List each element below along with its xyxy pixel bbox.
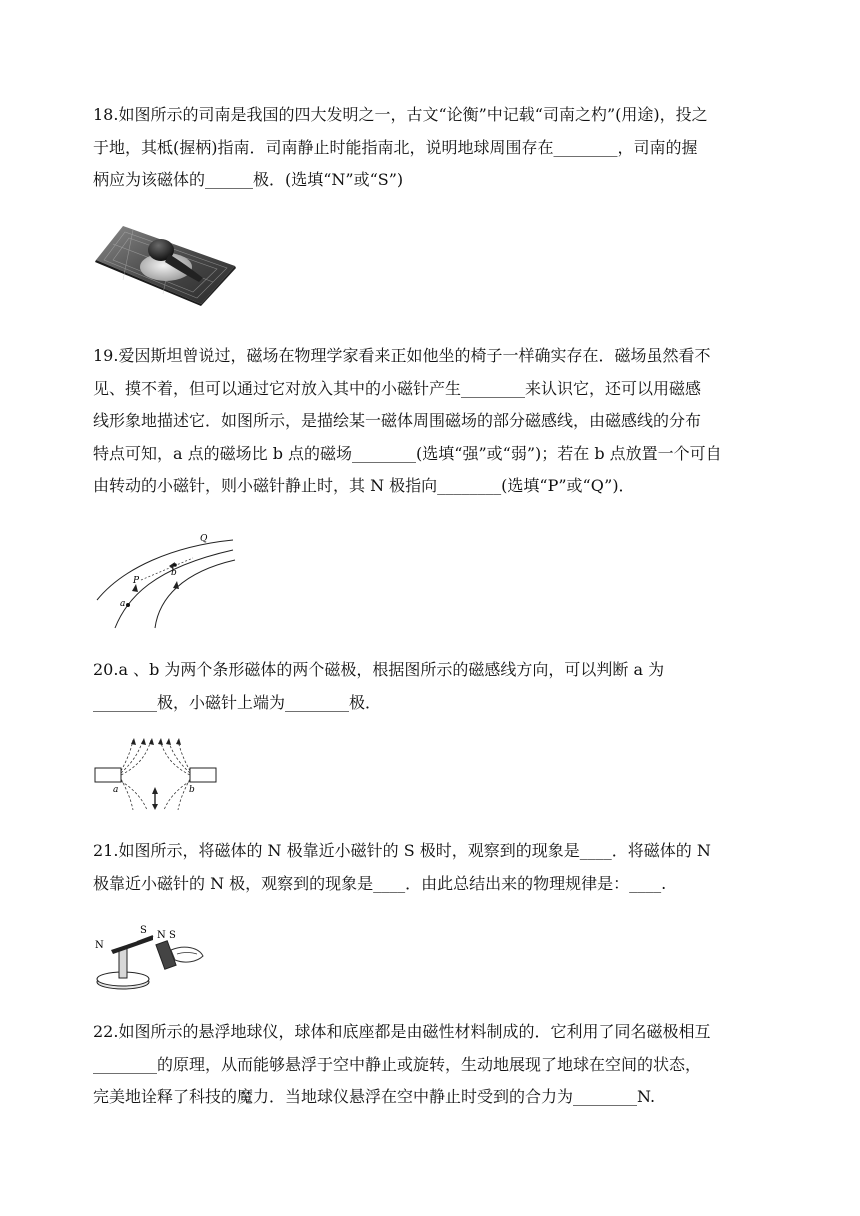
label-n: N (157, 930, 166, 941)
bar-magnets-figure (93, 738, 218, 810)
arrow-icon (131, 738, 136, 745)
question-18 (93, 99, 768, 197)
field-line (115, 550, 233, 628)
question-20 (93, 654, 768, 719)
question-text-line: 21.如图所示，将磁体的 N 极靠近小磁针的 S 极时，观察到的现象是____．将磁体的 N (93, 841, 711, 860)
question-21 (93, 835, 768, 900)
question-text-line: ________极，小磁针上端为________极． (93, 692, 382, 712)
question-19 (93, 340, 768, 503)
question-text-line: 完美地诠释了科技的魔力．当地球仪悬浮在空中静止时受到的合力为________N. (93, 1087, 656, 1106)
arrow-icon (158, 738, 163, 745)
question-text-line: 由转动的小磁针，则小磁针静止时，其 N 极指向________(选填“P”或“Q”)． (93, 476, 635, 495)
arrow-icon (173, 581, 179, 589)
right-magnet (190, 768, 216, 782)
label-a: a (113, 785, 119, 795)
point-b (173, 563, 177, 567)
label-b: b (189, 785, 195, 795)
arrow-icon (141, 738, 146, 745)
question-text-line: 见、摸不着，但可以通过它对放入其中的小磁针产生________来认识它，还可以用磁感 (93, 378, 702, 398)
field-line (155, 560, 235, 628)
question-text-line: 线形象地描述它．如图所示，是描绘某一磁体周围磁场的部分磁感线，由磁感线的分布 (93, 411, 702, 430)
question-text-line: 于地，其柢(握柄)指南．司南静止时能指南北，说明地球周围存在________，司南的握 (93, 137, 698, 157)
label-s: S (140, 925, 147, 936)
question-text-line: 极靠近小磁针的 N 极，观察到的现象是____．由此总结出来的物理规律是：____. (93, 873, 667, 893)
label-q: Q (200, 534, 208, 544)
question-text-line: 特点可知，a 点的磁场比 b 点的磁场________(选填“强”或“弱”)；若在 b 点放置一个可自 (93, 443, 722, 463)
sinan-compass-figure (93, 222, 238, 306)
label-n: N (95, 940, 104, 951)
question-text-line: 19.爱因斯坦曾说过，磁场在物理学家看来正如他坐的椅子一样确实存在．磁场虽然看不 (93, 346, 711, 365)
arrow-icon (149, 738, 154, 745)
label-a: a (120, 599, 126, 609)
compass-magnet-figure (93, 920, 208, 992)
label-p: P (133, 576, 140, 586)
question-text-line: 柄应为该磁体的______极．(选填“N”或“S”) (93, 170, 404, 189)
arrow-icon (166, 738, 171, 745)
arrow-icon (176, 738, 181, 745)
left-magnet (95, 768, 121, 782)
magnetic-field-lines-figure (93, 528, 243, 632)
question-text-line: 20.a 、b 为两个条形磁体的两个磁极，根据图所示的磁感线方向，可以判断 a 为 (93, 660, 665, 679)
point-a (126, 603, 130, 607)
question-text-line: ________的原理，从而能够悬浮于空中静止或旋转，生动地展现了地球在空间的状态， (93, 1054, 702, 1074)
arrow-icon (152, 787, 158, 794)
hand (171, 947, 203, 962)
question-text-line: 22.如图所示的悬浮地球仪，球体和底座都是由磁性材料制成的．它利用了同名磁极相互 (93, 1022, 711, 1041)
label-b: b (171, 568, 177, 578)
arrow-icon (152, 804, 158, 810)
question-text-line: 18.如图所示的司南是我国的四大发明之一，古文“论衡”中记载“司南之杓”(用途)，投之 (93, 105, 708, 124)
label-s: S (169, 930, 176, 941)
question-22 (93, 1016, 768, 1114)
